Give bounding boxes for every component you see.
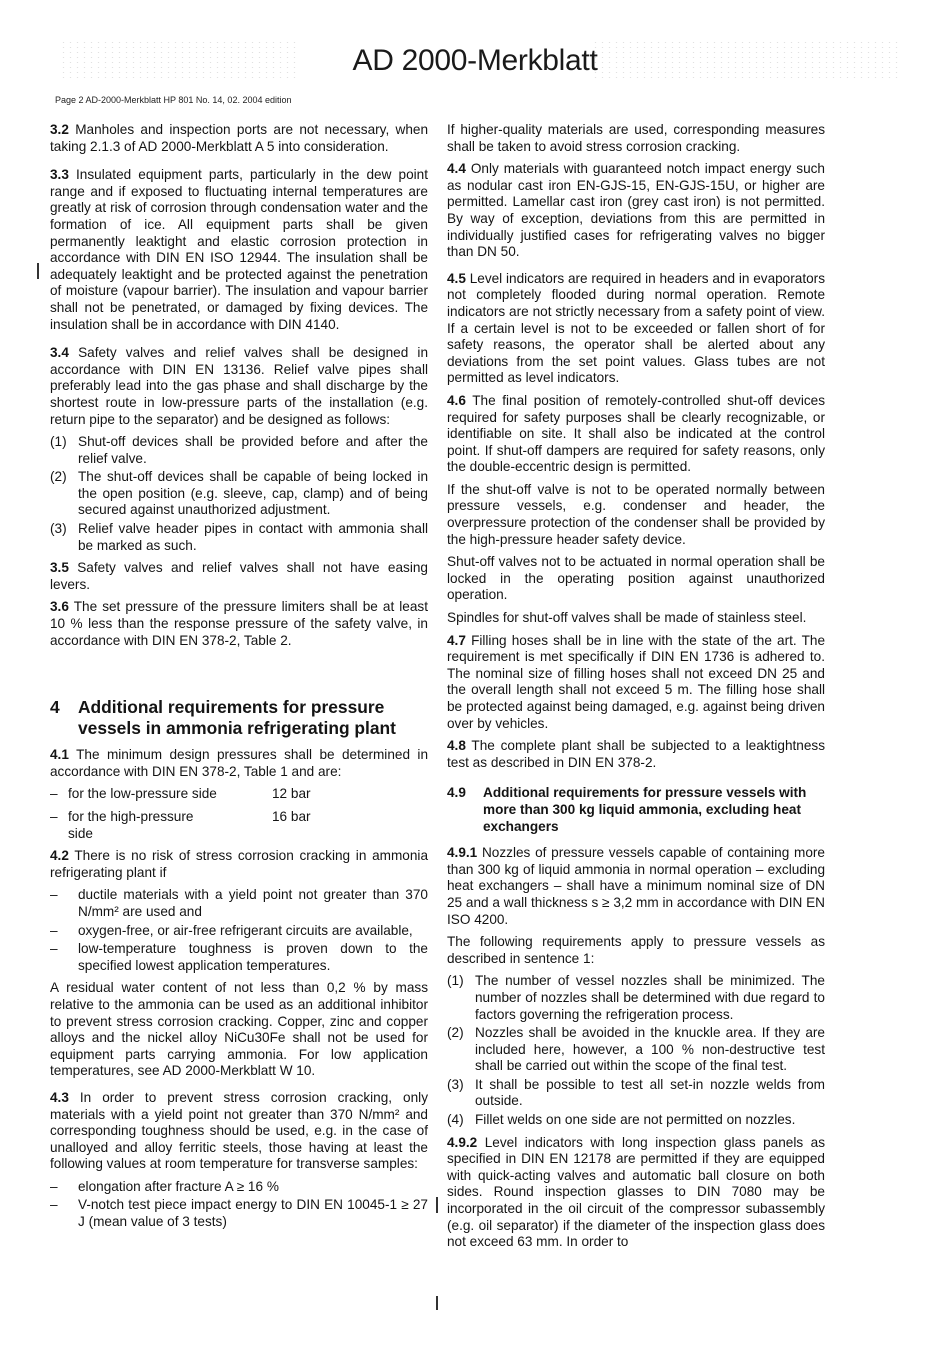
section-4-3: 4.3 In order to prevent stress corrosion cracking, only materials with a yield point not greater than 370 N/mm² and corresponding toughness should be used, e.g. in the case of unalloyed and alloy ferritic steels, those having at least the following values at room temperature for transverse samples: — [50, 1089, 428, 1172]
right-column — [447, 122, 825, 1257]
section-4-6: 4.6 The final position of remotely-controlled shut-off devices required for safety purposes shall be clearly recognizable, or identifiable on site. It shall also be indicated at the control point. If shut-off dampers are required for safety reasons, only the double-eccentric design is permitted. — [447, 392, 825, 475]
section-3-4-list — [50, 434, 428, 554]
list-item: (2) Nozzles shall be avoided in the knuckle area. If they are included here, however, a 100 % non-destructive test shall be carried out within the scope of the final test. — [447, 1025, 825, 1074]
section-4-6-paragraph: Shut-off valves not to be actuated in normal operation shall be locked in the operating position against unauthorized operation. — [447, 554, 825, 603]
list-item: (3) It shall be possible to test all set-in nozzle welds from outside. — [447, 1076, 825, 1109]
section-4-2-list — [50, 887, 428, 974]
section-3-6: 3.6 The set pressure of the pressure limiters shall be at least 10 % less than the response pressure of the safety valve, in accordance with DIN EN 378-2, Table 2. — [50, 599, 428, 648]
list-item: – V-notch test piece impact energy to DIN EN 10045-1 ≥ 27 J (mean value of 3 tests) — [50, 1197, 428, 1230]
section-3-4: 3.4 Safety valves and relief valves shall be designed in accordance with DIN EN 13136. Relief valve pipes shall preferably lead into the gas phase and shall discharge by the shortest route in low-pressure parts of the installation (e.g. return pipe to the separator) and be designed as follows: — [50, 345, 428, 427]
section-4-7: 4.7 Filling hoses shall be in line with the state of the art. The requirement is met specifically if DIN EN 1736 is adhered to. The nominal size of filling hoses shall not exceed DN 25 and the overall length shall not exceed 5 m. The filling hose shall be protected against being damaged, e.g. against being driven over by vehicles. — [447, 632, 826, 731]
change-bar — [436, 1296, 438, 1310]
change-bar — [436, 1197, 438, 1213]
section-3-2: 3.2 Manholes and inspection ports are not necessary, when taking 2.1.3 of AD 2000-Merkblatt A 5 into consideration. — [50, 122, 429, 154]
left-column — [50, 122, 428, 1237]
list-item: (1) Shut-off devices shall be provided before and after the relief valve. — [50, 434, 428, 466]
section-4-heading: 4 Additional requirements for pressure vessels in ammonia refrigerating plant — [50, 697, 396, 739]
section-4-9-2: 4.9.2 Level indicators with long inspection glass panels as specified in DIN EN 12178 are permitted if they are equipped with quick-acting valves and automatic ball closure on both sides. Round inspection glasses to DIN 7080 may be incorporated in the oil circuit of the compressor subassembly (e.g. oil separator) if the diameter of the inspection glass does not exceed 63 mm. In order to — [447, 1134, 825, 1250]
section-4-3-continuation: If higher-quality materials are used, corresponding measures shall be taken to avoid stress corrosion cracking. — [447, 122, 825, 154]
section-4-1: 4.1 The minimum design pressures shall be determined in accordance with DIN EN 378-2, Table 1 and are: — [50, 747, 429, 779]
pressure-row: – for the low-pressure side 12 bar — [50, 786, 311, 802]
section-4-2-paragraph: A residual water content of not less than 0,2 % by mass relative to the ammonia can be used as an additional inhibitor to prevent stress corrosion cracking. Copper, zinc and copper alloys and the nickel alloy NiCu30Fe shall not be used for equipment parts carrying ammonia. For low application temperatures, see AD 2000-Merkblatt W 10. — [50, 980, 428, 1079]
list-item: (4) Fillet welds on one side are not permitted on nozzles. — [447, 1112, 796, 1128]
page-title: AD 2000-Merkblatt — [352, 44, 598, 77]
section-4-5: 4.5 Level indicators are required in headers and in evaporators not completely flooded during normal operation. Remote indicators are not strictly necessary from a safety point of view. If a certain level is not to be exceeded or fallen short of for safety reasons, the operator shall be alerted about any deviations from the set point values. Glass tubes are not permitted as level indicators. — [447, 270, 825, 386]
list-item: – ductile materials with a yield point not greater than 370 N/mm² are used and — [50, 887, 428, 919]
list-item: – low-temperature toughness is proven down to the specified lowest application temperatures. — [50, 941, 428, 973]
list-item: (3) Relief valve header pipes in contact with ammonia shall be marked as such. — [50, 521, 428, 553]
list-item: (2) The shut-off devices shall be capable of being locked in the open position (e.g. sleeve, cap, clamp) and of being secured against unauthorized adjustment. — [50, 469, 428, 518]
list-item: – elongation after fracture A ≥ 16 % — [50, 1178, 279, 1194]
list-item: – oxygen-free, or air-free refrigerant circuits are available, — [50, 922, 413, 938]
section-4-9-1-paragraph: The following requirements apply to pressure vessels as described in sentence 1: — [447, 934, 825, 966]
section-3-3: 3.3 Insulated equipment parts, particularly in the dew point range and if exposed to fluctuating internal temperatures are greatly at risk of corrosion through condensation water and the formation of ice. All equipment parts shall be given permanently leaktight and elastic corrosion protection in accordance with DIN EN ISO 12944. The insulation shall be adequately leaktight and be protected against the penetration of moisture (vapour barrier). The insulation and vapour barrier shall not be penetrated, or damaged by fixing devices. The insulation shall be in accordance with DIN 4140. — [50, 167, 428, 332]
section-4-2: 4.2 There is no risk of stress corrosion cracking in ammonia refrigerating plant if — [50, 848, 428, 880]
section-4-9-1-list — [447, 973, 825, 1128]
change-bar — [37, 263, 39, 279]
section-4-6-paragraph: If the shut-off valve is not to be operated normally between pressure vessels, e.g. condenser and header, the overpressure protection of the condenser shall be provided by the high-pressure header safety device. — [447, 481, 825, 547]
section-3-5: 3.5 Safety valves and relief valves shall not have easing levers. — [50, 560, 428, 592]
section-4-3-list — [50, 1179, 428, 1231]
section-4-4: 4.4 Only materials with guaranteed notch impact energy such as nodular cast iron EN-GJS-15, EN-GJS-15U, or higher are permitted. Lamellar cast iron (grey cast iron) is not permitted. By way of exception, deviations from this are permitted in individually justified cases for refrigerating valves no bigger than DN 50. — [447, 161, 825, 260]
list-item: (1) The number of vessel nozzles shall be minimized. The number of nozzles shall be determined with due regard to factors governing the refrigeration process. — [447, 973, 825, 1022]
section-4-6-paragraph: Spindles for shut-off valves shall be made of stainless steel. — [447, 610, 807, 626]
section-4-9-1: 4.9.1 Nozzles of pressure vessels capable of containing more than 300 kg of liquid ammonia in normal operation – excluding heat exchangers – shall have a minimum nominal size of DN 25 and a wall thickness s ≥ 3,2 mm in accordance with DIN EN ISO 4200. — [447, 845, 825, 927]
section-4-8: 4.8 The complete plant shall be subjected to a leaktightness test as described in DIN EN 378-2. — [447, 738, 825, 770]
section-4-9-heading: 4.9 Additional requirements for pressure vessels with more than 300 kg liquid ammonia, excluding heat exchangers — [447, 785, 807, 834]
page-header: Page 2 AD-2000-Merkblatt HP 801 No. 14, 02. 2004 edition — [55, 95, 292, 105]
pressure-row: – for the high-pressure side 16 bar — [50, 809, 311, 841]
